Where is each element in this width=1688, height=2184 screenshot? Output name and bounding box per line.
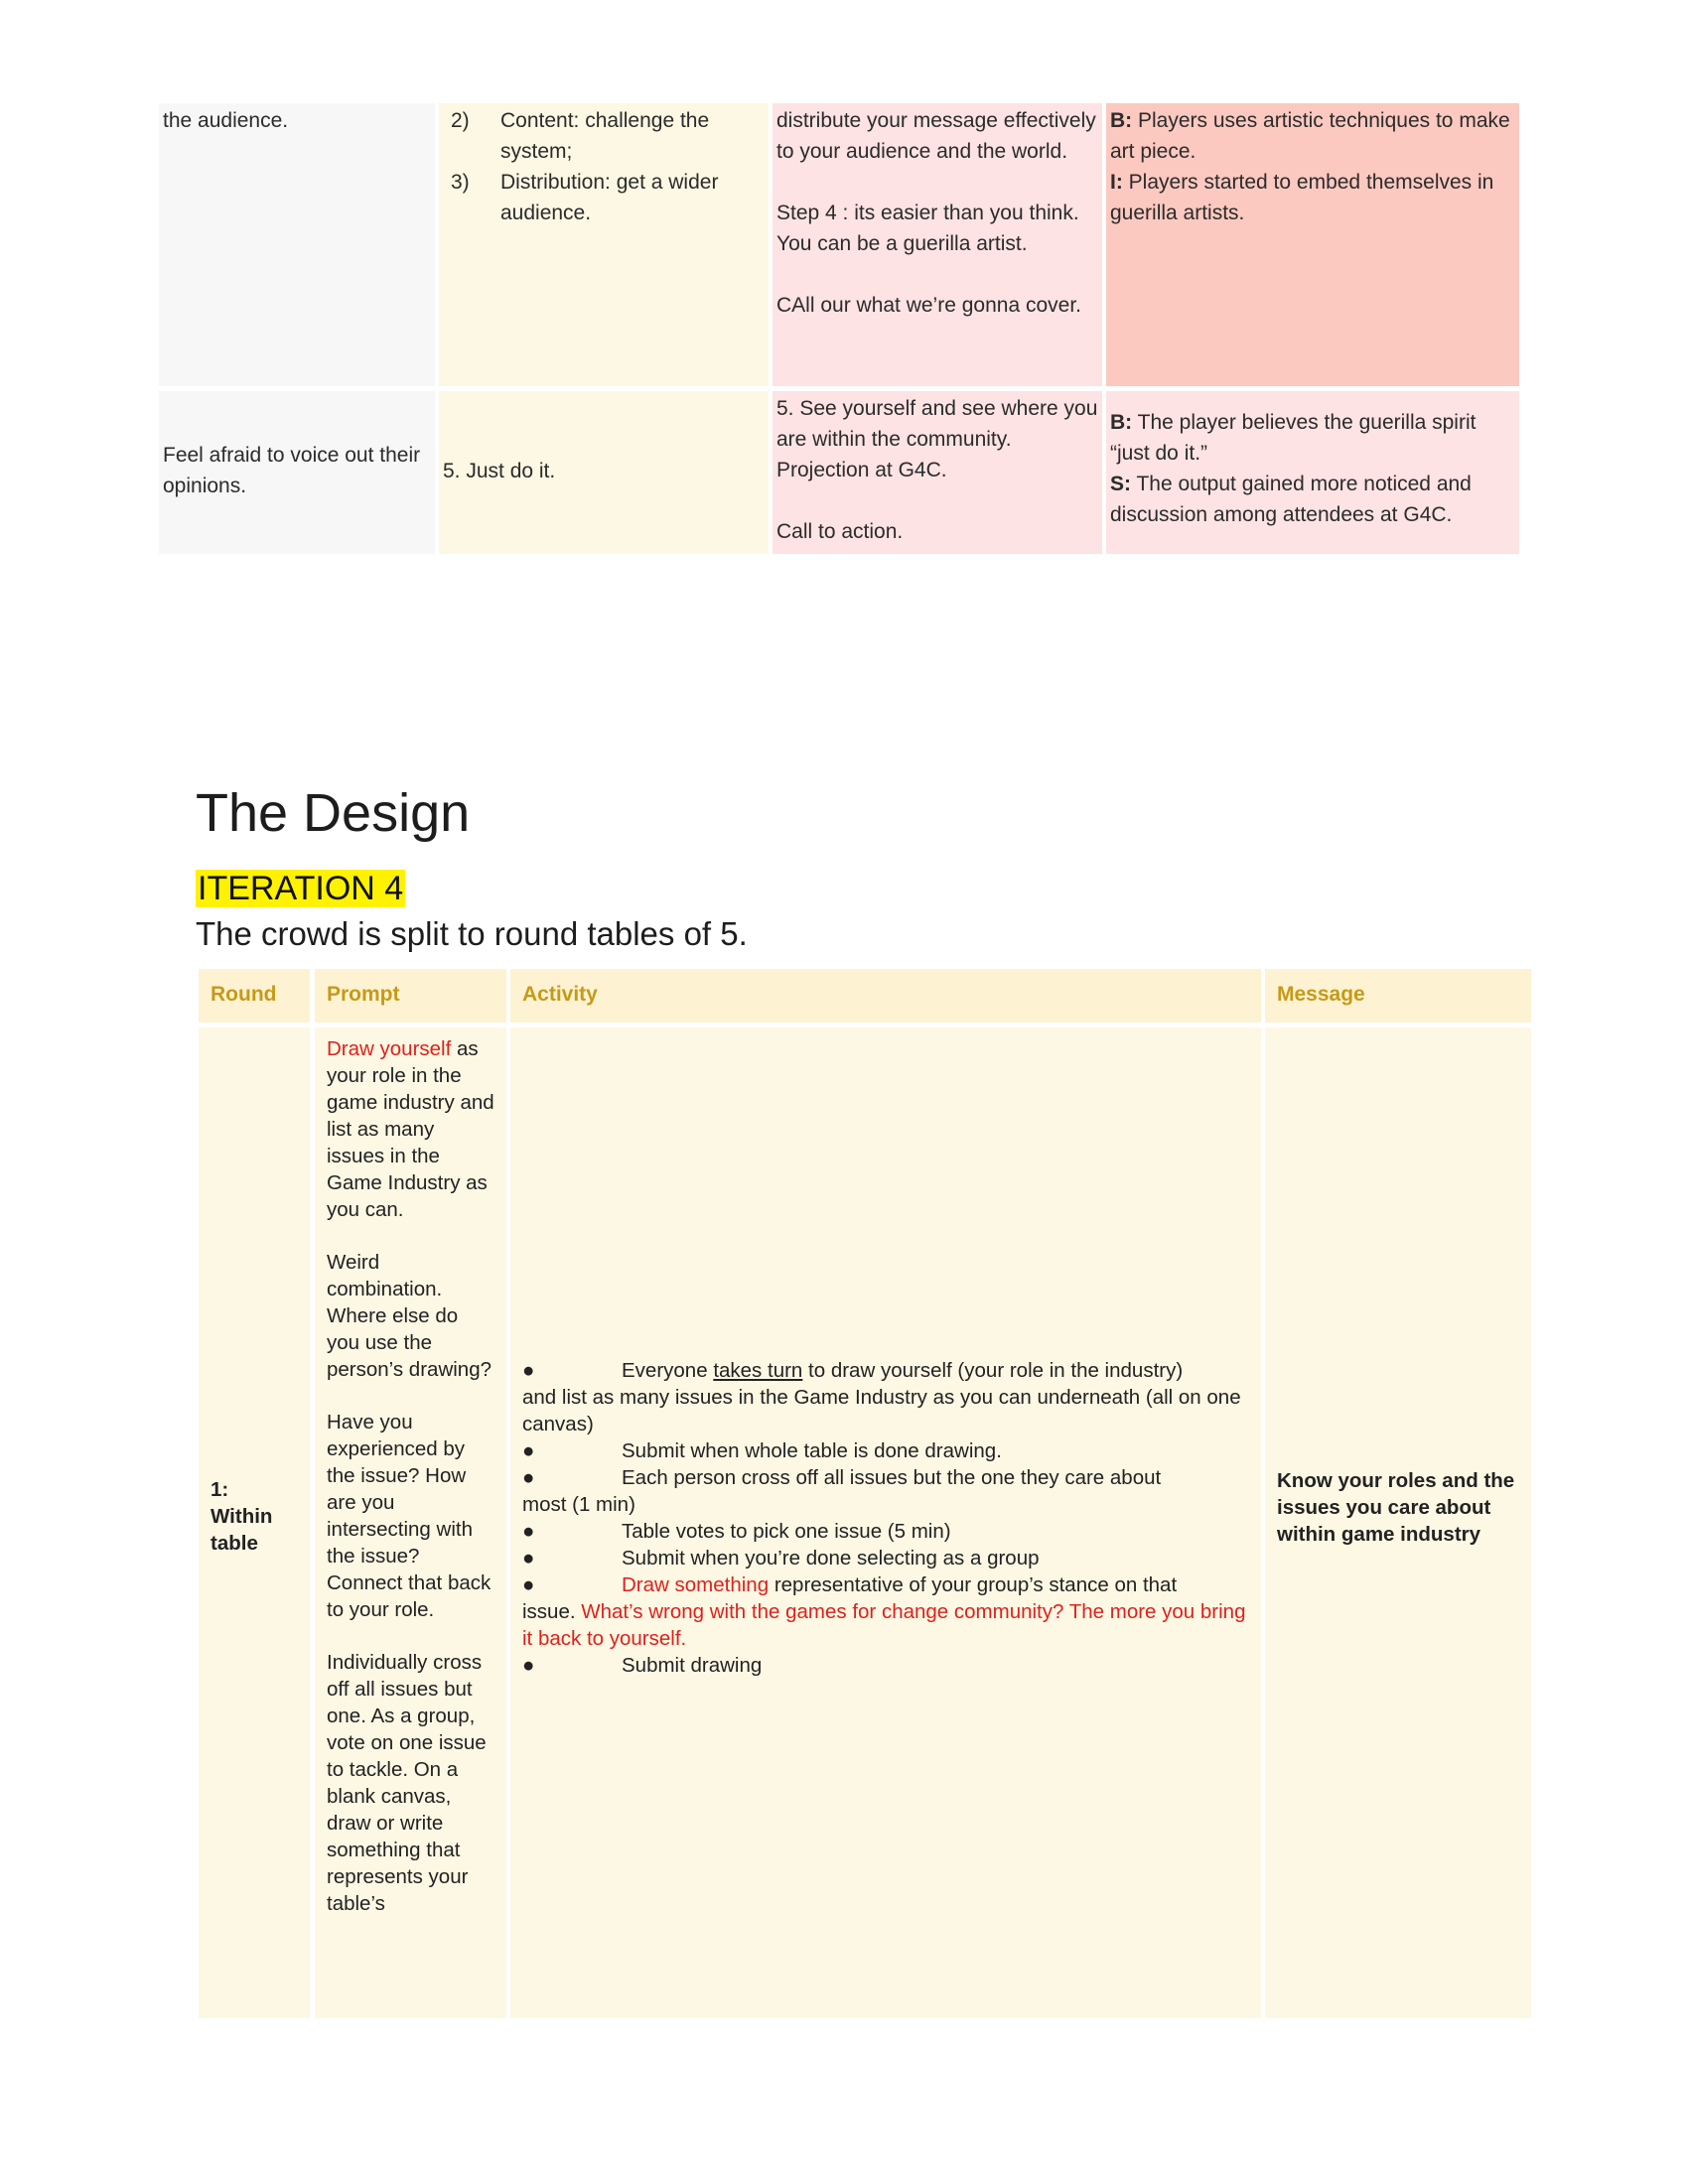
bullet-text: Table votes to pick one issue (5 min) bbox=[622, 1520, 951, 1543]
bullet-text: representative of your group’s stance on that bbox=[769, 1573, 1178, 1596]
round-label: 1: Within table bbox=[211, 1478, 273, 1555]
prompt-paragraph: Individually cross off all issues but one. As a group, vote on one issue to tackle. On a blank canvas, draw or write something that represents your table’s bbox=[327, 1651, 487, 1915]
prompt-text: as your role in the game industry and list as many issues in the Game Industry as you can. bbox=[327, 1037, 494, 1221]
prompt-paragraph: Have you experienced by the issue? How are you intersecting with the issue? Connect that back to your role. bbox=[327, 1411, 492, 1621]
table1-row2-col1 bbox=[159, 391, 435, 554]
activity-cell bbox=[510, 1027, 1261, 2018]
behavior-line bbox=[1110, 105, 1515, 167]
bullet-icon: ● bbox=[522, 1520, 535, 1543]
bullet-continuation bbox=[522, 1598, 1249, 1652]
table1-row2-col2 bbox=[439, 391, 769, 554]
item-number: 3) bbox=[451, 171, 470, 194]
bullet-icon: ● bbox=[522, 1359, 535, 1382]
prompt-cell bbox=[315, 1027, 506, 2018]
iteration-heading bbox=[196, 870, 405, 908]
highlight-text: What’s wrong with the games for change community? The more you bring it back to yourself. bbox=[522, 1600, 1246, 1650]
table1-row1-col1 bbox=[159, 103, 435, 386]
bullet-text: Submit when you’re done selecting as a group bbox=[622, 1547, 1040, 1570]
label-key: I: bbox=[1110, 171, 1123, 194]
bullet-continuation: and list as many issues in the Game Industry as you can underneath (all on one canvas) bbox=[522, 1386, 1241, 1435]
bullet-text: to draw yourself (your role in the industry) bbox=[802, 1359, 1184, 1382]
numbered-item bbox=[451, 167, 765, 228]
label-text: Players started to embed themselves in guerilla artists. bbox=[1110, 171, 1494, 224]
item-text: Content: challenge the system; bbox=[500, 109, 710, 163]
bullet-text: Everyone bbox=[622, 1359, 714, 1382]
header-prompt: Prompt bbox=[315, 969, 506, 1023]
table1-row1-col4 bbox=[1106, 103, 1519, 386]
paragraph: 5. See yourself and see where you are within the community. Projection at G4C. bbox=[776, 397, 1098, 481]
label-key: B: bbox=[1110, 411, 1133, 434]
paragraph: distribute your message effectively to your audience and the world. bbox=[776, 109, 1096, 163]
prompt-highlight: Draw yourself bbox=[327, 1037, 452, 1060]
bullet-text: Submit drawing bbox=[622, 1654, 763, 1677]
highlight-text: Draw something bbox=[622, 1573, 770, 1596]
activity-bullet bbox=[522, 1518, 1249, 1545]
label-key: B: bbox=[1110, 109, 1133, 132]
cell-text: the audience. bbox=[163, 109, 289, 132]
prompt-paragraph bbox=[327, 1035, 494, 1223]
bullet-text: Submit when whole table is done drawing. bbox=[622, 1439, 1002, 1462]
table1-row2-col3 bbox=[773, 391, 1102, 554]
paragraph: Step 4 : its easier than you think. You can be a guerilla artist. bbox=[776, 202, 1079, 255]
activity-bullet bbox=[522, 1357, 1249, 1384]
cell-text: 5. Just do it. bbox=[443, 460, 556, 482]
item-text: Distribution: get a wider audience. bbox=[500, 171, 719, 224]
table1-row1-col2 bbox=[439, 103, 769, 386]
iteration-highlight: ITERATION 4 bbox=[198, 870, 404, 907]
behavior-line bbox=[1110, 167, 1515, 228]
table1-row1-col3 bbox=[773, 103, 1102, 386]
bullet-text: issue. bbox=[522, 1600, 582, 1623]
bullet-icon: ● bbox=[522, 1573, 535, 1596]
activity-bullet bbox=[522, 1545, 1249, 1571]
message-text: Know your roles and the issues you care about within game industry bbox=[1277, 1469, 1515, 1546]
bullet-icon: ● bbox=[522, 1547, 535, 1570]
header-round: Round bbox=[199, 969, 310, 1023]
behavior-line bbox=[1110, 407, 1515, 469]
cell-text: Feel afraid to voice out their opinions. bbox=[163, 444, 421, 497]
header-message: Message bbox=[1265, 969, 1531, 1023]
underlined-text: takes turn bbox=[713, 1359, 803, 1382]
bullet-icon: ● bbox=[522, 1466, 535, 1489]
section-title: The Design bbox=[196, 783, 471, 843]
paragraph: CAll our what we’re gonna cover. bbox=[776, 294, 1081, 317]
item-number: 2) bbox=[451, 109, 470, 132]
activity-bullet bbox=[522, 1652, 1249, 1679]
bullet-text: Each person cross off all issues but the one they care about bbox=[622, 1466, 1162, 1489]
label-text: The player believes the guerilla spirit “just do it.” bbox=[1110, 411, 1477, 465]
bullet-icon: ● bbox=[522, 1654, 535, 1677]
round-cell bbox=[199, 1027, 310, 2018]
activity-bullet bbox=[522, 1437, 1249, 1464]
label-text: Players uses artistic techniques to make art piece. bbox=[1110, 109, 1510, 163]
section-subtitle: The crowd is split to round tables of 5. bbox=[196, 915, 748, 952]
activity-bullet bbox=[522, 1464, 1249, 1491]
label-key: S: bbox=[1110, 473, 1131, 495]
prompt-paragraph: Weird combination. Where else do you use the person’s drawing? bbox=[327, 1251, 492, 1381]
activity-bullet bbox=[522, 1571, 1249, 1598]
behavior-line bbox=[1110, 469, 1515, 530]
numbered-item bbox=[451, 105, 765, 167]
label-text: The output gained more noticed and discussion among attendees at G4C. bbox=[1110, 473, 1472, 526]
bullet-continuation: most (1 min) bbox=[522, 1493, 635, 1516]
bullet-icon: ● bbox=[522, 1439, 535, 1462]
paragraph: Call to action. bbox=[776, 520, 904, 543]
header-activity: Activity bbox=[510, 969, 1261, 1023]
message-cell bbox=[1265, 1027, 1531, 2018]
table1-row2-col4 bbox=[1106, 391, 1519, 554]
